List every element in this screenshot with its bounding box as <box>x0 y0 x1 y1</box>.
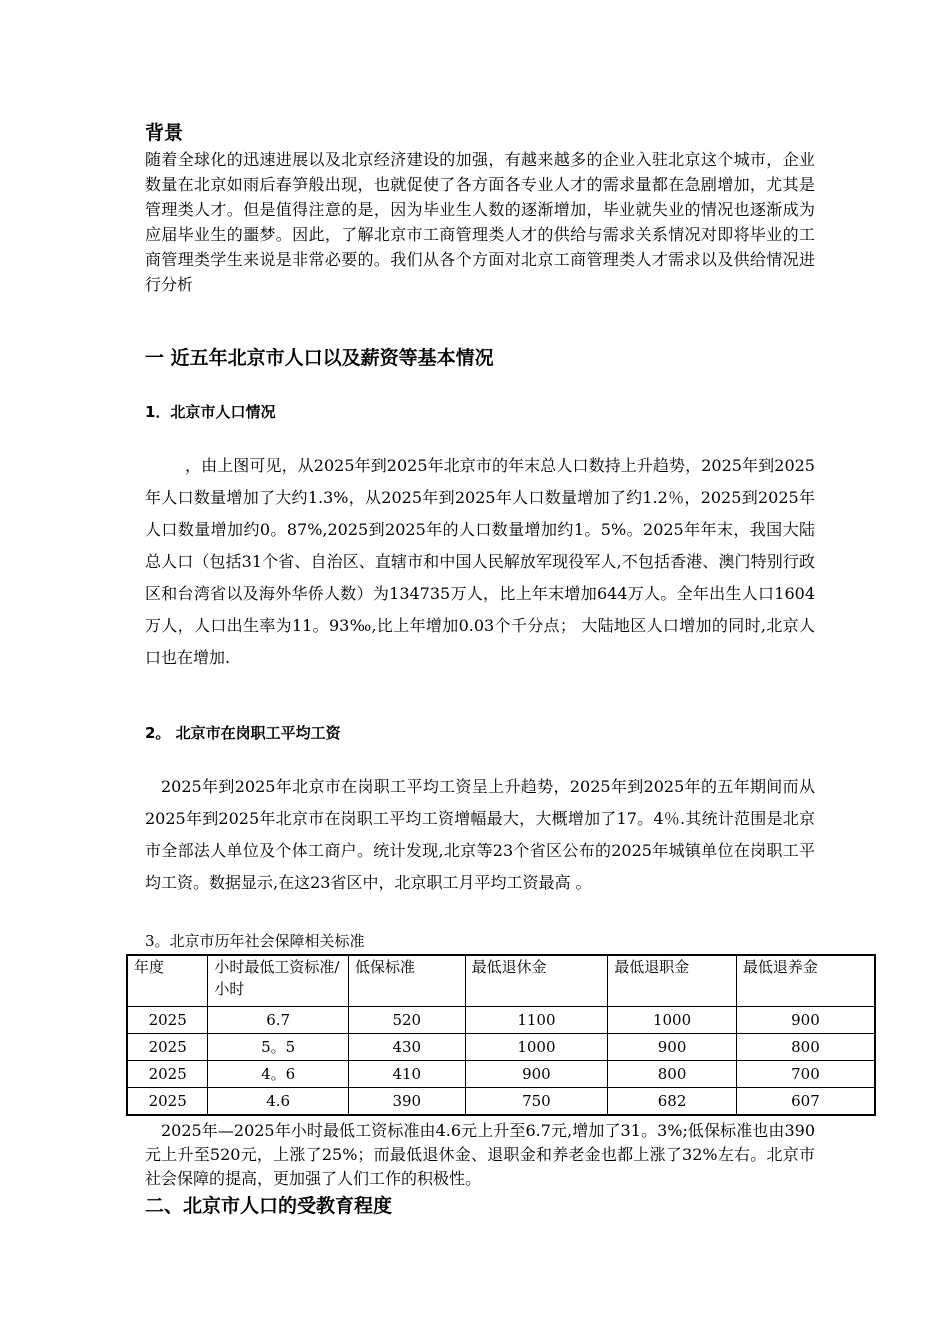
table-cell: 900 <box>465 1061 608 1088</box>
table-cell: 900 <box>736 1007 875 1034</box>
education-heading: 二、北京市人口的受教育程度 <box>145 1195 393 1217</box>
population-heading: 1．北京市人口情况 <box>145 403 276 421</box>
background-heading: 背景 <box>145 122 184 144</box>
section1-heading: 一 近五年北京市人口以及薪资等基本情况 <box>145 347 494 369</box>
table-row <box>127 1088 875 1116</box>
table-row <box>127 1061 875 1088</box>
table-cell: 1000 <box>465 1034 608 1061</box>
table-cell: 2025 <box>127 1088 208 1116</box>
table-cell: 800 <box>736 1034 875 1061</box>
table-cell: 800 <box>608 1061 737 1088</box>
table-cell: 390 <box>348 1088 465 1116</box>
wage-paragraph: 2025年到2025年北京市在岗职工平均工资呈上升趋势，2025年到2025年的五年期间而从2025年到2025年北京市在岗职工平均工资增幅最大，大概增加了17。4％.其统计范围是北京市全部法人单位及个体工商户。统计发现,北京等23个省区公布的2025年城镇单位在岗职工平均工资。数据显示,在这23省区中，北京职工月平均工资最高 。 <box>145 777 815 892</box>
table-cell: 1000 <box>608 1007 737 1034</box>
table-cell: 1100 <box>465 1007 608 1034</box>
background-paragraph: 随着全球化的迅速进展以及北京经济建设的加强，有越来越多的企业入驻北京这个城市，企业数量在北京如雨后春笋般出现，也就促使了各方面各专业人才的需求量都在急剧增加，尤其是管理类人才。但是值得注意的是，因为毕业生人数的逐渐增加，毕业就失业的情况也逐渐成为应届毕业生的噩梦。因此，了解北京市工商管理类人才的供给与需求关系情况对即将毕业的工商管理类学生来说是非常必要的。我们从各个方面对北京工商管理类人才需求以及供给情况进行分析 <box>145 150 815 294</box>
table-cell: 430 <box>348 1034 465 1061</box>
table-cell: 682 <box>608 1088 737 1116</box>
header-min-severance: 最低退职金 <box>608 955 737 1007</box>
header-subsistence-allowance: 低保标准 <box>348 955 465 1007</box>
table-cell: 410 <box>348 1061 465 1088</box>
wage-heading: 2。 北京市在岗职工平均工资 <box>145 724 341 742</box>
header-year: 年度 <box>127 955 208 1007</box>
table-cell: 750 <box>465 1088 608 1116</box>
social-security-table <box>126 954 876 1116</box>
table-cell: 520 <box>348 1007 465 1034</box>
population-paragraph: ，由上图可见，从2025年到2025年北京市的年末总人口数持上升趋势，2025年到2025年人口数量增加了大约1.3%，从2025年到2025年人口数量增加了约1.2％，2025到2025年人口数量增加约0。87%,2025到2025年的人口数量增加约1。5%。2025年年末，我国大陆总人口（包括31个省、自治区、直辖市和中国人民解放军现役军人,不包括香港、澳门特别行政区和台湾省以及海外华侨人数）为134735万人，比上年末增加644万人。全年出生人口1604万人，人口出生率为11。93‰,比上年增加0.03个千分点； 大陆地区人口增加的同时,北京人口也在增加. <box>145 456 815 667</box>
table-cell: 607 <box>736 1088 875 1116</box>
table-row <box>127 1007 875 1034</box>
table-cell: 4.6 <box>208 1088 349 1116</box>
table-cell: 2025 <box>127 1061 208 1088</box>
social-security-table-caption: 3。北京市历年社会保障相关标准 <box>145 932 365 950</box>
table-cell: 5。5 <box>208 1034 349 1061</box>
header-min-retirement-allowance: 最低退养金 <box>736 955 875 1007</box>
table-cell: 2025 <box>127 1034 208 1061</box>
table-cell: 700 <box>736 1061 875 1088</box>
table-row <box>127 1034 875 1061</box>
table-cell: 900 <box>608 1034 737 1061</box>
table-cell: 4。6 <box>208 1061 349 1088</box>
table-header-row <box>127 955 875 1007</box>
table-cell: 6.7 <box>208 1007 349 1034</box>
header-min-pension: 最低退休金 <box>465 955 608 1007</box>
header-min-hourly-wage: 小时最低工资标准/小时 <box>208 955 349 1007</box>
table-cell: 2025 <box>127 1007 208 1034</box>
social-security-paragraph: 2025年—2025年小时最低工资标准由4.6元上升至6.7元,增加了31。3%;低保标准也由390元上升至520元，上涨了25%；而最低退休金、退职金和养老金也都上涨了32%左右。北京市社会保障的提高，更加强了人们工作的积极性。 <box>145 1121 815 1188</box>
